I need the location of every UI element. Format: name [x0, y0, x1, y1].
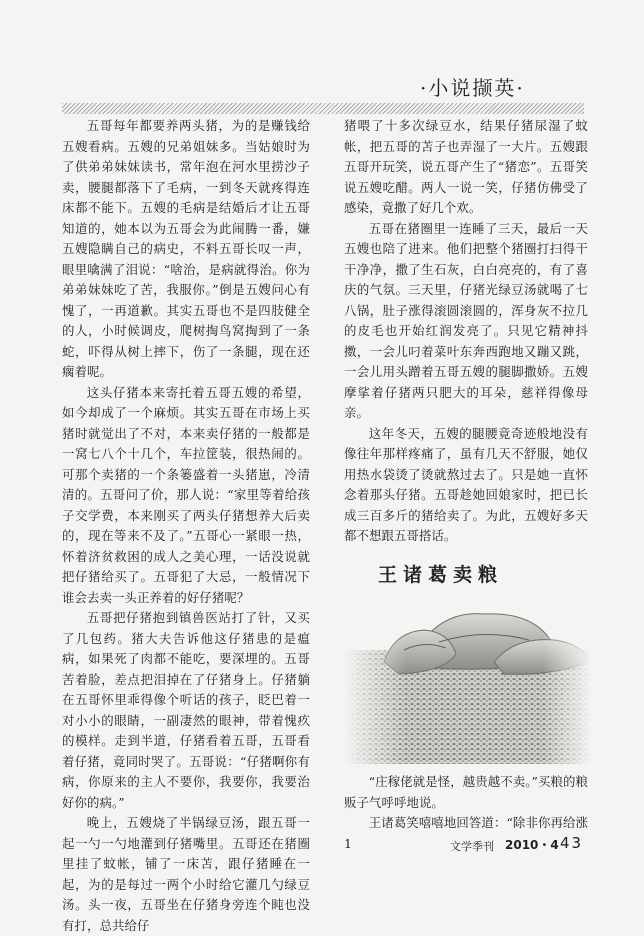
paragraph: 晚上，五嫂烧了半锅绿豆汤，跟五哥一起一勺一勺地灌到仔猪嘴里。五哥还在猪圈里挂了蚊帐，铺了一床苫，跟仔猪睡在一起，为的是每过一两个小时给它灌几勺绿豆汤。头一夜，五哥坐在仔猪身旁连个盹也没有打，总共给仔 [62, 815, 310, 933]
paragraph: 五哥每年都要养两头猪，为的是赚钱给五嫂看病。五嫂的兄弟姐妹多。当姑娘时为了供弟弟妹妹读书，常年泡在河水里捞沙子卖，腰腿都落下了毛病，一到冬天就疼得连床都不能下。五嫂的毛病是结婚后才让五哥知道的，她本以为五哥会为此闹腾一番，嫌五嫂隐瞒自己的病史，不料五哥长叹一声，眼里噙满了泪说：“啥治，是病就得治。你为弟弟妹妹吃了苦，我服你。”倒是五嫂问心有愧了，一再道歉。其实五哥也不是四肢健全的人，小时候调皮，爬树掏鸟窝掏到了一条蛇，吓得从树上摔下，伤了一条腿，现在还瘸着呢。 [62, 118, 310, 379]
issue-number: 2010・4 [505, 838, 559, 852]
paragraph: 这年冬天，五嫂的腿腰竟奇迹般地没有像往年那样疼痛了，虽有几天不舒服，她仅用热水袋烫了烫就熬过去了。只是她一直怀念着那头仔猪。五哥趁她回娘家时，把已长成三百多斤的猪给卖了。为此，五嫂好多天都不想跟五哥搭话。 [344, 425, 588, 543]
paragraph: 五哥把仔猪抱到镇兽医站打了针，又买了几包药。猪大夫告诉他这仔猪患的是瘟病，如果死了肉都不能吃，要深埋的。五哥苦着脸，差点把泪掉在了仔猪身上。仔猪躺在五哥怀里乖得像个听话的孩子，眨巴着一对小小的眼睛，一副凄然的眼神，带着愧疚的模样。走到半道，仔猪看着五哥，五哥看着仔猪，竟同时哭了。五哥说：“仔猪啊你有病，你原来的主人不要你，我要你，我要治好你的病。” [62, 610, 310, 810]
paragraph: 这头仔猪本来寄托着五哥五嫂的希望，如今却成了一个麻烦。其实五哥在市场上买猪时就觉出了不对，本来卖仔猪的一般都是一窝七八个十几个，车拉筐装，很热闹的。可那个卖猪的一个条篓盛着一头猪崽，冷清清的。五哥问了价，那人说：“家里等着给孩子交学费，本来刚买了两头仔猪想养大后卖的，现在等来不及了。”五哥心一紧眼一热，怀着济贫救困的成人之美心理，一话没说就把仔猪给买了。五哥犯了大忌，一般情况下谁会去卖一头正养着的好仔猪呢？ [62, 384, 310, 605]
story-title: 王诸葛卖粮 [378, 564, 504, 586]
left-column [62, 116, 310, 933]
magazine-name: 文学季刊 [450, 840, 494, 853]
right-column-top [344, 116, 588, 543]
grain-sacks-illustration [344, 592, 592, 764]
paragraph: 猪喂了十多次绿豆水，结果仔猪尿湿了蚊帐，把五哥的苫子也弄湿了一大片。五嫂跟五哥开玩笑，说五哥产生了“猪恋”。五哥笑说五嫂吃醋。两人一说一笑，仔猪仿佛受了感染，竟撒了好几个欢。 [344, 118, 588, 215]
paragraph: 王诸葛笑嘻嘻地回答道：“除非你再给涨1 [344, 815, 588, 851]
header-hatch-bar [62, 103, 584, 114]
page-number: 43 [560, 834, 584, 852]
section-title: ·小说撷英· [420, 76, 525, 100]
paragraph: 五哥在猪圈里一连睡了三天，最后一天五嫂也陪了进来。他们把整个猪圈打扫得干干净净，撒了生石灰，白白亮亮的，有了喜庆的气氛。三天里，仔猪光绿豆汤就喝了七八锅，肚子涨得滚圆滚圆的，浑身灰不拉几的皮毛也开始红润发亮了。只见它精神抖擞，一会儿叼着菜叶东奔西跑地又蹦又跳，一会儿用头蹭着五哥五嫂的腿脚撒娇。五嫂摩挲着仔猪两只肥大的耳朵，慈祥得像母亲。 [344, 220, 588, 420]
paragraph: “庄稼佬就是怪，越贵越不卖。”买粮的粮贩子气呼呼地说。 [344, 774, 588, 810]
